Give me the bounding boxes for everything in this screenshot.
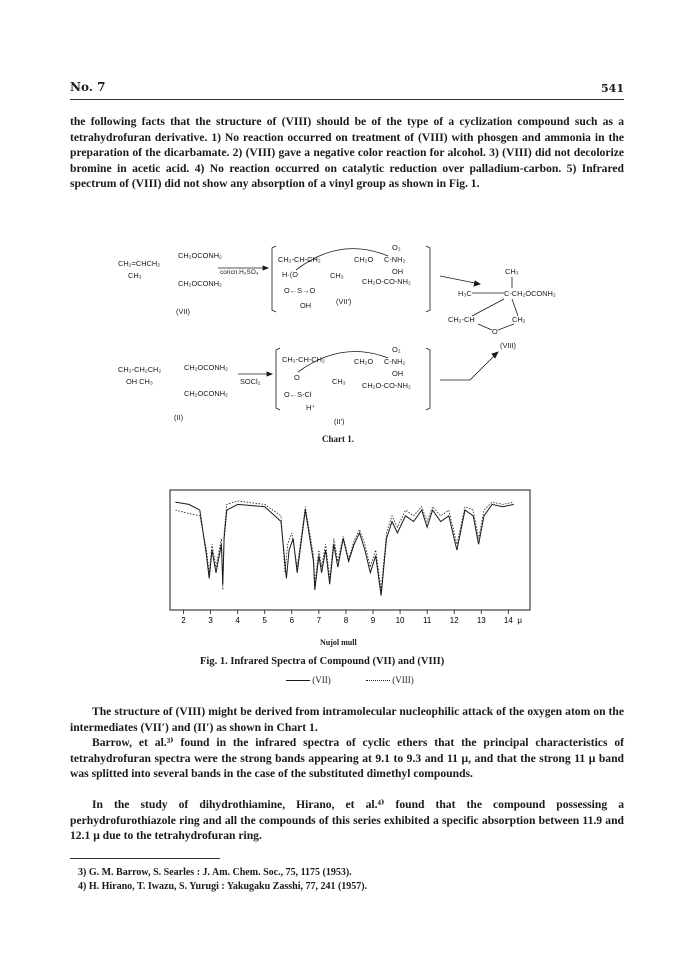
ii-formula-line1: CH₃-CH₂CH₂: [118, 365, 162, 374]
viii-bond-o-left: [478, 324, 492, 330]
vii-prime-line3: O←S→O: [284, 286, 316, 295]
x-tick-label-10: 10: [395, 616, 405, 625]
ii-substituent-bottom: CH₂OCONH₂: [184, 389, 228, 398]
chart1-caption: Chart 1.: [322, 434, 354, 444]
reaction-arrowhead-1: [263, 266, 268, 270]
ir-spectrum-chart: [160, 488, 540, 638]
ii-prime-h: H⁺: [306, 403, 316, 412]
viii-bond-ring-right: [512, 299, 518, 316]
vii-substituent-bottom: CH₂OCONH₂: [178, 279, 222, 288]
ii-prime-label: (II′): [334, 417, 345, 426]
viii-ring-oxygen: O: [492, 327, 498, 336]
reagent-thionyl-chloride: SOCl₂: [240, 377, 261, 386]
x-tick-label-7: 7: [316, 616, 322, 625]
reagent-sulfuric-acid: concn.H₂SO₄: [220, 269, 259, 276]
ir-x-axis-label: Nujol mull: [320, 638, 357, 647]
legend-vii-swatch: [286, 680, 310, 681]
viii-ch2-left: CH₂-CH: [448, 315, 475, 324]
x-tick-label-6: 6: [289, 616, 295, 625]
ii-formula-line2: OH CH₃: [126, 377, 153, 386]
vii-prime-o2: O₂: [392, 244, 401, 252]
body-paragraph-3: In the study of dihydrothiamine, Hirano, et al.⁴⁾ found that the compound possessing a perhydrofurothiazole ring and all the compounds of this series exhibited a specific absorption between 11.9 and 12.1 μ due to the tetrahydrofuran ring.: [70, 798, 624, 842]
x-tick-label-2: 2: [181, 616, 186, 625]
ii-prime-line3: O←S-Cl: [284, 390, 312, 399]
ii-substituent-top: CH₂OCONH₂: [184, 363, 228, 372]
x-tick-label-11: 11: [422, 616, 432, 625]
vii-prime-right2: C-NH₂: [384, 255, 406, 264]
ii-prime-ch3: CH₃: [332, 377, 346, 386]
arrow-to-viii-from-vii: [440, 276, 480, 284]
vii-formula-line2: CH₃: [128, 271, 142, 280]
vii-prime-bracket-right: [426, 246, 430, 312]
ii-prime-line2: O: [294, 373, 300, 382]
viii-h3c: H₃C: [458, 289, 472, 298]
arrow-to-viii-from-ii: [440, 352, 498, 380]
legend-vii-label: (VII): [312, 675, 331, 685]
vii-prime-right4: CH₂O-CO-NH₂: [362, 277, 411, 286]
vii-prime-line1: CH₂-CH-CH₂: [278, 255, 321, 264]
reference-3: 3) G. M. Barrow, S. Searles : J. Am. Chem. Soc., 75, 1175 (1953).: [78, 867, 352, 878]
vii-formula-line1: CH₂=CHCH₂: [118, 259, 161, 268]
vii-prime-right3: OH: [392, 267, 404, 276]
legend-viii-swatch: [366, 680, 390, 681]
viii-c-substituent: C-CH₂OCONH₂: [504, 289, 556, 298]
ii-prime-right2: C-NH₂: [384, 357, 406, 366]
x-tick-label-12: 12: [449, 616, 459, 625]
page-number: 541: [601, 82, 624, 95]
viii-bond-ring-left: [472, 299, 504, 316]
ii-prime-right4: CH₂O-CO-NH₂: [362, 381, 411, 390]
x-tick-label-5: 5: [262, 616, 267, 625]
viii-label: (VIII): [500, 341, 517, 350]
vii-substituent-top: CH₂OCONH₂: [178, 251, 222, 260]
header-rule: [70, 99, 624, 100]
body-paragraph-1: The structure of (VIII) might be derived from intramolecular nucleophilic attack of the oxygen atom on the intermediates (VII′) and (II′) as shown in Chart 1.: [70, 705, 624, 734]
x-tick-label-3: 3: [208, 616, 213, 625]
ii-prime-line1: CH₃-CH-CH₂: [282, 355, 325, 364]
legend-viii-label: (VIII): [392, 675, 414, 685]
vii-prime-ch3: CH₃: [330, 271, 344, 280]
x-tick-label-9: 9: [370, 616, 376, 625]
vii-prime-label: (VII′): [336, 297, 352, 306]
viii-ch3-top: CH₃: [505, 267, 519, 276]
x-tick-label-8: 8: [343, 616, 349, 625]
vii-prime-bracket-left: [272, 246, 276, 312]
viii-bond-o-right: [498, 324, 514, 330]
intro-paragraph: the following facts that the structure of (VIII) should be of the type of a cyclization compound such as a tetrahydrofuran derivative. 1) No reaction occurred on treatment of (VIII) with phosgen and ammonia in the preparation of the dicarbamate. 2) (VIII) gave a negative color reaction for alcohol. 3) (VIII) did not decolorize bromine in acetic acid. 4) No reaction occurred on catalytic reduction over palladium-carbon. 5) Infrared spectrum of (VIII) did not show any absorption of a vinyl group as shown in Fig. 1.: [70, 115, 624, 190]
vii-prime-line4: OH: [300, 301, 312, 310]
reaction-scheme: [100, 244, 580, 444]
ii-prime-bracket-right: [426, 348, 430, 410]
ii-label: (II): [174, 413, 184, 422]
x-tick-label-4: 4: [235, 616, 240, 625]
arrowhead-to-viii-from-vii: [474, 281, 480, 286]
vii-prime-line2: H·(O: [282, 270, 299, 279]
legend-viii: [366, 675, 414, 685]
reaction-arrowhead-2: [267, 372, 272, 376]
fig1-caption: Fig. 1. Infrared Spectra of Compound (VII) and (VIII): [200, 656, 445, 667]
journal-issue-number: No. 7: [70, 80, 106, 94]
ii-prime-right1: CH₂O: [354, 357, 374, 366]
viii-ch2-right: CH₂: [512, 315, 526, 324]
ii-prime-bracket-left: [276, 348, 280, 410]
legend-vii: [286, 675, 331, 685]
ii-prime-right3: OH: [392, 369, 404, 378]
x-tick-label-14: 14: [503, 616, 513, 625]
reference-4: 4) H. Hirano, T. Iwazu, S. Yurugi : Yakugaku Zasshi, 77, 241 (1957).: [78, 881, 368, 892]
ii-prime-o2: O₂: [392, 345, 401, 354]
vii-label: (VII): [176, 307, 190, 316]
vii-prime-right1: CH₂O: [354, 255, 374, 264]
x-unit-label: μ: [517, 616, 522, 625]
body-paragraph-2: Barrow, et al.³⁾ found in the infrared spectra of cyclic ethers that the principal characteristics of tetrahydrofuran spectra were the strong bands appearing at 9.1 to 9.3 and 11 μ, and that the strong 11 μ band was splitted into several bands in the case of the substituted dimethyl compounds.: [70, 736, 624, 780]
footnote-rule: [70, 858, 220, 859]
x-tick-label-13: 13: [476, 616, 486, 625]
